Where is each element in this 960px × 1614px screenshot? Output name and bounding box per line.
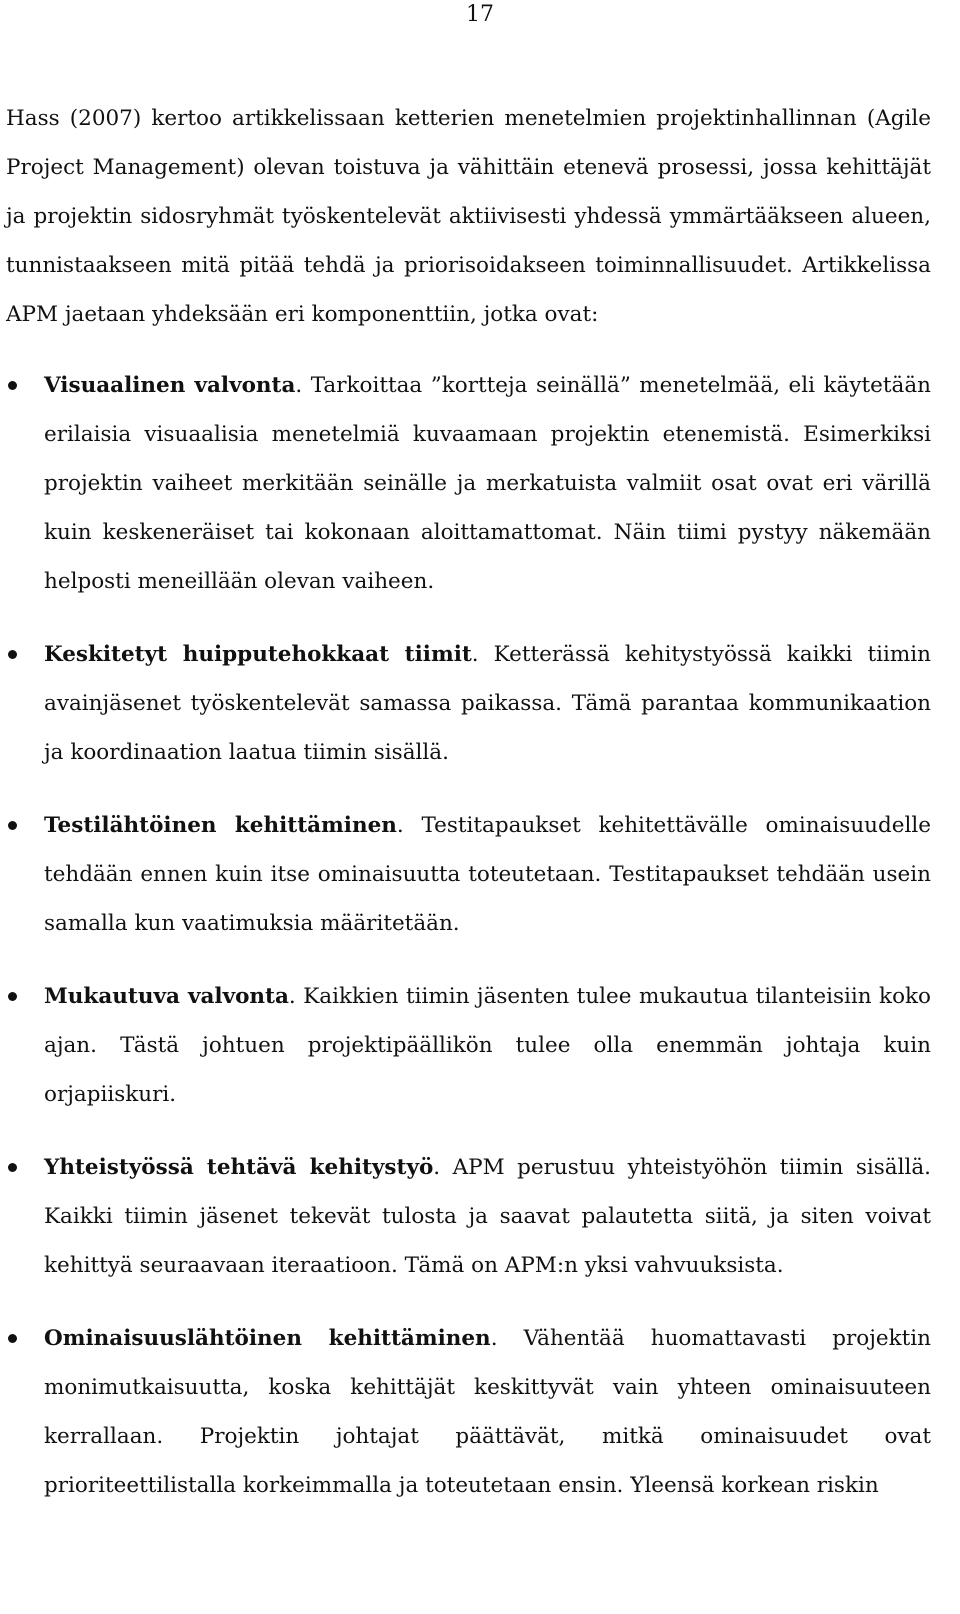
list-item-text: . APM perustuu yhteistyöhön tiimin sisällä. Kaikki tiimin jäsenet tekevät tulosta ja saavat palautetta siitä, ja siten voivat kehittyä seuraavaan iteraatioon. Tämä on APM:n yksi vahvuuksista. [44,1155,931,1278]
page-number: 17 [466,2,494,27]
list-item [6,972,931,1119]
bullet-icon [8,1163,17,1172]
bullet-icon [8,650,17,659]
list-item [6,1143,931,1290]
document-body [6,94,931,1534]
list-item [6,1314,931,1510]
list-item [6,801,931,948]
list-item-text: . Vähentää huomattavasti projektin monimutkaisuutta, koska kehittäjät keskittyvät vain yhteen ominaisuuteen kerrallaan. Projektin johtajat päättävät, mitkä ominaisuudet ovat prioriteettilistalla korkeimmalla ja toteutetaan ensin. Yleensä korkean riskin [44,1326,931,1498]
list-item-text: . Testitapaukset kehitettävälle ominaisuudelle tehdään ennen kuin itse ominaisuutta toteutetaan. Testitapaukset tehdään usein samalla kun vaatimuksia määritetään. [44,813,931,936]
component-list [6,361,931,1510]
bullet-icon [8,992,17,1001]
list-item-term: Testilähtöinen kehittäminen [44,813,397,838]
list-item-term: Visuaalinen valvonta [44,373,296,398]
bullet-icon [8,1334,17,1343]
list-item [6,361,931,606]
list-item-text: . Ketterässä kehitystyössä kaikki tiimin avainjäsenet työskentelevät samassa paikassa. Tämä parantaa kommunikaation ja koordinaation laatua tiimin sisällä. [44,642,931,765]
list-item-term: Ominaisuuslähtöinen kehittäminen [44,1326,491,1351]
intro-paragraph: Hass (2007) kertoo artikkelissaan ketterien menetelmien projektinhallinnan (Agile Project Management) olevan toistuva ja vähittäin etenevä prosessi, jossa kehittäjät ja projektin sidosryhmät työskentelevät aktiivisesti yhdessä ymmärtääkseen alueen, tunnistaakseen mitä pitää tehdä ja priorisoidakseen toiminnallisuudet. Artikkelissa APM jaetaan yhdeksään eri komponenttiin, jotka ovat: [6,106,931,327]
list-item [6,630,931,777]
list-item-text: . Tarkoittaa ”kortteja seinällä” menetelmää, eli käytetään erilaisia visuaalisia menetelmiä kuvaamaan projektin etenemistä. Esimerkiksi projektin vaiheet merkitään seinälle ja merkatuista valmiit osat ovat eri värillä kuin keskeneräiset tai kokonaan aloittamattomat. Näin tiimi pystyy näkemään helposti meneillään olevan vaiheen. [44,373,931,594]
bullet-icon [8,821,17,830]
list-item-text: . Kaikkien tiimin jäsenten tulee mukautua tilanteisiin koko ajan. Tästä johtuen projektipäällikön tulee olla enemmän johtaja kuin orjapiiskuri. [44,984,932,1107]
list-item-term: Mukautuva valvonta [44,984,289,1009]
list-item-term: Keskitetyt huipputehokkaat tiimit [44,642,472,667]
list-item-term: Yhteistyössä tehtävä kehitystyö [44,1155,434,1180]
bullet-icon [8,381,17,390]
